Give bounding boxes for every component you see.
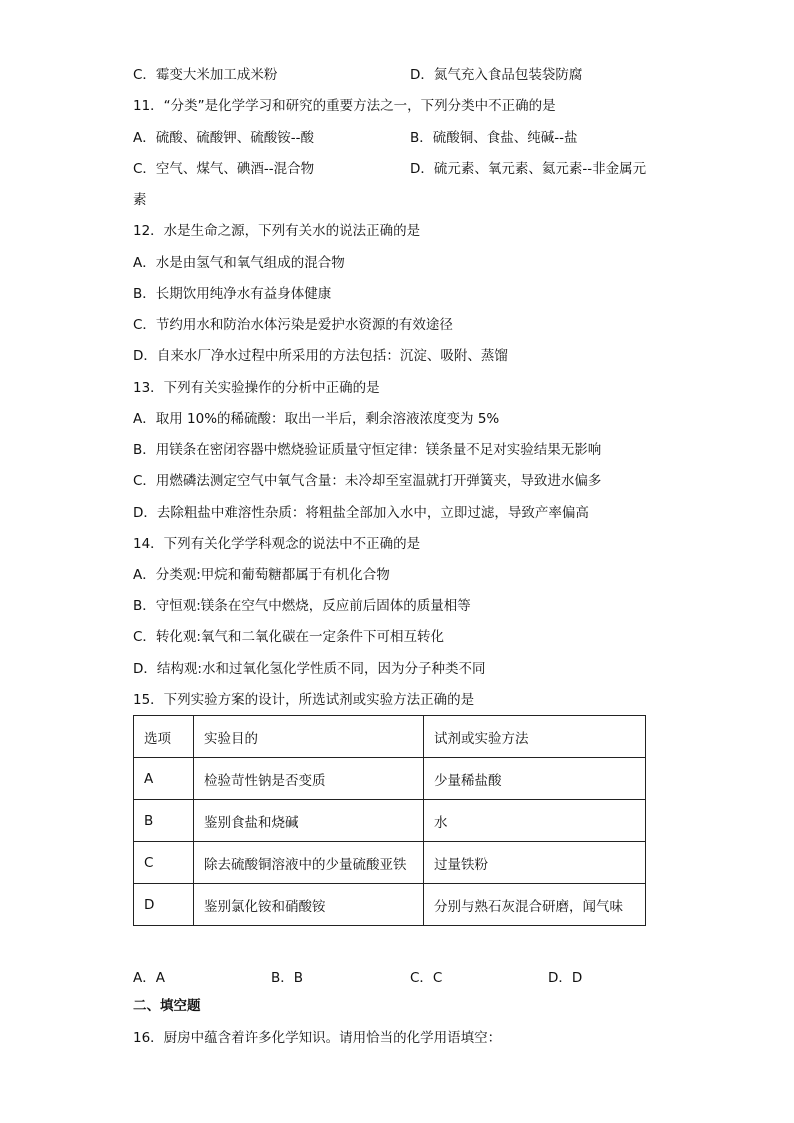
q11-option-d-wrap: 素 [133, 192, 147, 208]
q14-option-d: D．结构观:水和过氧化氢化学性质不同，因为分子种类不同 [133, 661, 486, 677]
q16-stem: 16．厨房中蕴含着许多化学知识。请用恰当的化学用语填空： [133, 1030, 502, 1046]
q15-answer-a: A．A [133, 970, 165, 986]
q12-option-b: B．长期饮用纯净水有益身体健康 [133, 286, 332, 302]
q11-option-b: B．硫酸铜、食盐、纯碱--盐 [410, 130, 578, 146]
table-cell: 检验苛性钠是否变质 [194, 758, 424, 800]
q12-option-d: D．自来水厂净水过程中所采用的方法包括：沉淀、吸附、蒸馏 [133, 348, 508, 364]
q14-stem: 14．下列有关化学学科观念的说法中不正确的是 [133, 536, 421, 552]
table-cell: 水 [424, 800, 646, 842]
table-row [134, 800, 646, 842]
q11-stem: 11．“分类”是化学学习和研究的重要方法之一，下列分类中不正确的是 [133, 98, 556, 114]
q11-option-a: A．硫酸、硫酸钾、硫酸铵--酸 [133, 130, 314, 146]
q13-option-a: A．取用 10%的稀硫酸：取出一半后，剩余溶液浓度变为 5% [133, 411, 500, 427]
table-cell: 除去硫酸铜溶液中的少量硫酸亚铁 [194, 842, 424, 884]
q11-option-c: C．空气、煤气、碘酒--混合物 [133, 161, 315, 177]
q14-option-a: A．分类观:甲烷和葡萄糖都属于有机化合物 [133, 567, 390, 583]
table-cell: 鉴别氯化铵和硝酸铵 [194, 884, 424, 926]
table-cell: D [134, 884, 194, 926]
table-header-row [134, 716, 646, 758]
q12-stem: 12．水是生命之源，下列有关水的说法正确的是 [133, 223, 421, 239]
table-header-cell: 试剂或实验方法 [424, 716, 646, 758]
q13-option-b: B．用镁条在密闭容器中燃烧验证质量守恒定律：镁条量不足对实验结果无影响 [133, 442, 602, 458]
table-row [134, 884, 646, 926]
table-row [134, 842, 646, 884]
table-header-cell: 实验目的 [194, 716, 424, 758]
table-cell: 少量稀盐酸 [424, 758, 646, 800]
q15-answer-d: D．D [548, 970, 583, 986]
table-cell: C [134, 842, 194, 884]
q10-option-c: C．霉变大米加工成米粉 [133, 67, 278, 83]
q12-option-a: A．水是由氢气和氧气组成的混合物 [133, 255, 345, 271]
table-header-cell: 选项 [134, 716, 194, 758]
q10-option-d: D．氮气充入食品包装袋防腐 [410, 67, 583, 83]
table-cell: 分别与熟石灰混合研磨，闻气味 [424, 884, 646, 926]
q13-option-d: D．去除粗盐中难溶性杂质：将粗盐全部加入水中，立即过滤，导致产率偏高 [133, 505, 589, 521]
q15-answer-c: C．C [410, 970, 443, 986]
table-row [134, 758, 646, 800]
q15-stem: 15．下列实验方案的设计，所选试剂或实验方法正确的是 [133, 692, 475, 708]
q15-answer-b: B．B [271, 970, 304, 986]
q13-option-c: C．用燃磷法测定空气中氧气含量：未冷却至室温就打开弹簧夹，导致进水偏多 [133, 473, 602, 489]
q12-option-c: C．节约用水和防治水体污染是爱护水资源的有效途径 [133, 317, 453, 333]
q14-option-b: B．守恒观:镁条在空气中燃烧，反应前后固体的质量相等 [133, 598, 471, 614]
q11-option-d: D．硫元素、氧元素、氦元素--非金属元 [410, 161, 647, 177]
q13-stem: 13．下列有关实验操作的分析中正确的是 [133, 380, 380, 396]
table-cell: 过量铁粉 [424, 842, 646, 884]
q15-options-table [133, 715, 646, 926]
table-cell: B [134, 800, 194, 842]
section-heading: 二、填空题 [133, 998, 201, 1014]
table-cell: A [134, 758, 194, 800]
q14-option-c: C．转化观:氧气和二氧化碳在一定条件下可相互转化 [133, 629, 444, 645]
table-cell: 鉴别食盐和烧碱 [194, 800, 424, 842]
